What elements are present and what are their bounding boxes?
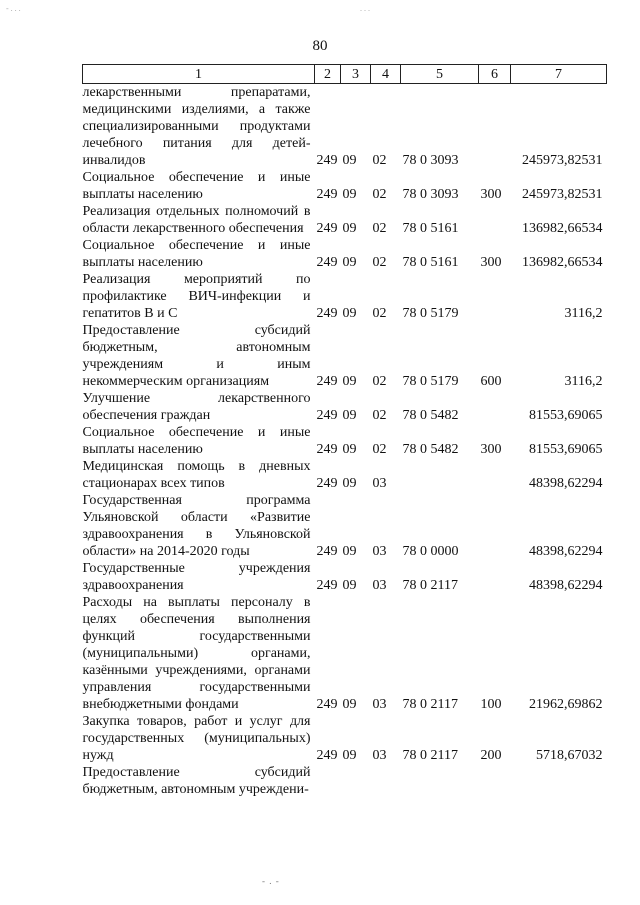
scan-artifact: - . - — [262, 876, 280, 886]
row-section: 09 — [342, 306, 357, 321]
row-target-item: 78 0 5161 — [402, 255, 459, 270]
table-row — [83, 713, 607, 764]
table-header-row — [83, 65, 607, 84]
row-name: Социальное обеспечение и иные выплаты населению — [82, 425, 311, 457]
table-row — [83, 84, 607, 170]
row-name: Социальное обеспечение и иные выплаты населению — [82, 238, 311, 270]
row-amount: 136982,66534 — [522, 221, 603, 236]
row-admin-code: 249 — [316, 697, 338, 712]
row-expense-type — [479, 458, 511, 492]
row-name: Улучшение лекарственного обеспечения граждан — [82, 391, 311, 423]
row-subsection: 03 — [372, 476, 387, 491]
table-row — [83, 458, 607, 492]
row-expense-type — [479, 492, 511, 560]
row-target-item: 78 0 5161 — [402, 221, 459, 236]
row-amount: 81553,69065 — [529, 442, 603, 457]
row-section: 09 — [342, 221, 357, 236]
row-admin-code: 249 — [316, 408, 338, 423]
row-amount: 48398,62294 — [529, 476, 603, 491]
row-name: Медицинская помощь в дневных стационарах всех типов — [82, 459, 311, 491]
row-section — [341, 764, 371, 798]
row-target-item: 78 0 5179 — [402, 374, 459, 389]
row-expense-type: 600 — [480, 374, 502, 389]
row-subsection: 03 — [372, 697, 387, 712]
row-name: Реализация мероприятий по профилактике ВИЧ-инфекции и гепатитов В и С — [82, 272, 311, 321]
row-section: 09 — [342, 153, 357, 168]
row-amount: 81553,69065 — [529, 408, 603, 423]
row-amount: 245973,82531 — [522, 153, 603, 168]
row-amount: 245973,82531 — [522, 187, 603, 202]
row-admin-code: 249 — [316, 748, 338, 763]
column-header: 3 — [341, 65, 371, 84]
table-row — [83, 169, 607, 203]
row-expense-type — [479, 560, 511, 594]
table-row — [83, 271, 607, 322]
row-admin-code: 249 — [316, 374, 338, 389]
row-target-item: 78 0 3093 — [402, 187, 459, 202]
column-header: 6 — [479, 65, 511, 84]
row-expense-type — [479, 84, 511, 170]
row-section: 09 — [342, 374, 357, 389]
row-section: 09 — [342, 544, 357, 559]
row-admin-code — [315, 764, 341, 798]
row-target-item: 78 0 5482 — [402, 442, 459, 457]
row-amount: 5718,67032 — [536, 748, 603, 763]
table-row — [83, 424, 607, 458]
row-expense-type: 300 — [480, 255, 502, 270]
row-subsection: 02 — [372, 187, 387, 202]
row-target-item: 78 0 2117 — [402, 748, 458, 763]
table-row — [83, 203, 607, 237]
table-row — [83, 492, 607, 560]
row-name: Государственные учреждения здравоохранения — [82, 561, 311, 593]
row-name: Предоставление субсидий бюджетным, автономным учреждениям и иным некоммерческим организациям — [82, 323, 311, 389]
row-section: 09 — [342, 408, 357, 423]
row-amount: 3116,2 — [564, 374, 603, 389]
row-admin-code: 249 — [316, 544, 338, 559]
row-amount: 48398,62294 — [529, 578, 603, 593]
row-name: Реализация отдельных полномочий в области лекарственного обеспечения — [82, 204, 311, 236]
row-subsection: 03 — [372, 544, 387, 559]
row-target-item: 78 0 0000 — [402, 544, 459, 559]
row-subsection: 02 — [372, 255, 387, 270]
row-admin-code: 249 — [316, 306, 338, 321]
row-section: 09 — [342, 187, 357, 202]
row-subsection: 02 — [372, 374, 387, 389]
row-amount: 136982,66534 — [522, 255, 603, 270]
budget-table — [82, 64, 607, 798]
row-expense-type: 300 — [480, 187, 502, 202]
table-row — [83, 237, 607, 271]
row-admin-code: 249 — [316, 476, 338, 491]
row-subsection: 02 — [372, 408, 387, 423]
row-admin-code: 249 — [316, 187, 338, 202]
row-subsection: 03 — [372, 748, 387, 763]
row-name: Закупка товаров, работ и услуг для государственных (муниципальных) нужд — [82, 714, 311, 763]
row-target-item — [401, 764, 479, 798]
column-header: 5 — [401, 65, 479, 84]
row-amount: 21962,69862 — [529, 697, 603, 712]
row-admin-code: 249 — [316, 442, 338, 457]
row-expense-type: 200 — [480, 748, 502, 763]
row-section: 09 — [342, 748, 357, 763]
row-name: Расходы на выплаты персоналу в целях обеспечения выполнения функций государственными (муниципальными) органами, казёнными учреждениями, органами управления государственными внебюджетными фондами — [82, 595, 311, 712]
scan-artifact: . . . — [360, 4, 370, 13]
row-target-item — [401, 458, 479, 492]
table-row — [83, 390, 607, 424]
column-header: 1 — [83, 65, 315, 84]
row-subsection: 02 — [372, 442, 387, 457]
table-row — [83, 322, 607, 390]
column-header: 2 — [315, 65, 341, 84]
row-target-item: 78 0 2117 — [402, 578, 458, 593]
row-section: 09 — [342, 476, 357, 491]
row-section: 09 — [342, 442, 357, 457]
row-name: Государственная программа Ульяновской области «Развитие здравоохранения в Ульяновской области» на 2014-2020 годы — [82, 493, 311, 559]
table-row — [83, 560, 607, 594]
row-expense-type — [479, 203, 511, 237]
row-expense-type — [479, 390, 511, 424]
row-section: 09 — [342, 697, 357, 712]
row-target-item: 78 0 3093 — [402, 153, 459, 168]
row-expense-type — [479, 764, 511, 798]
row-amount: 3116,2 — [564, 306, 603, 321]
row-admin-code: 249 — [316, 578, 338, 593]
row-admin-code: 249 — [316, 221, 338, 236]
row-expense-type — [479, 271, 511, 322]
row-section: 09 — [342, 255, 357, 270]
row-admin-code: 249 — [316, 153, 338, 168]
row-target-item: 78 0 2117 — [402, 697, 458, 712]
column-header: 4 — [371, 65, 401, 84]
row-target-item: 78 0 5482 — [402, 408, 459, 423]
row-amount — [511, 764, 607, 798]
table-row — [83, 594, 607, 713]
row-target-item: 78 0 5179 — [402, 306, 459, 321]
row-expense-type: 100 — [480, 697, 502, 712]
row-subsection: 02 — [372, 221, 387, 236]
row-section: 09 — [342, 578, 357, 593]
row-subsection: 02 — [372, 306, 387, 321]
row-subsection: 02 — [372, 153, 387, 168]
row-amount: 48398,62294 — [529, 544, 603, 559]
row-expense-type: 300 — [480, 442, 502, 457]
row-subsection — [371, 764, 401, 798]
row-name: Социальное обеспечение и иные выплаты населению — [82, 170, 311, 202]
table-row — [83, 764, 607, 798]
scan-artifact: - . . . — [6, 4, 21, 13]
row-name: лекарственными препаратами, медицинскими изделиями, а также специализированными продуктами лечебного питания для детей-инвалидов — [82, 85, 311, 168]
column-header: 7 — [511, 65, 607, 84]
row-admin-code: 249 — [316, 255, 338, 270]
page-number: 80 — [312, 38, 328, 54]
row-subsection: 03 — [372, 578, 387, 593]
row-name: Предоставление субсидий бюджетным, автономным учреждени- — [82, 765, 311, 797]
